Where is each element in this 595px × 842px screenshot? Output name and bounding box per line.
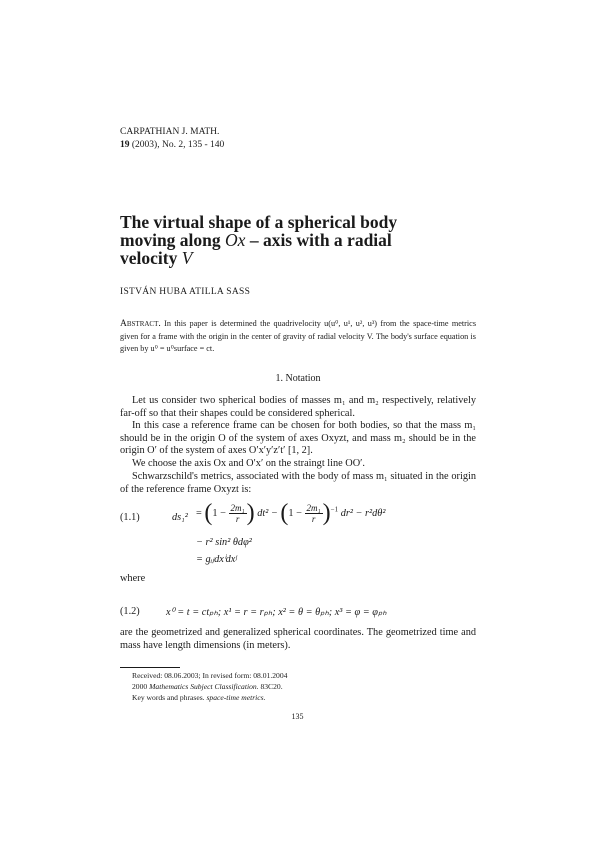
equation-1-1-line-2: − r² sin² θdφ² (196, 537, 252, 548)
paragraph-2: In this case a reference frame can be chosen for both bodies, so that the mass m₁ should be in the origin O of the system of axes Oxyzt, and mass m₂ should be in the origin O′ of the system of axes O′x′y′z′t′ [1, 2]. (120, 420, 476, 457)
volume-number: 19 (120, 140, 130, 150)
equation-1-1-line-3: = gᵢⱼdxⁱdxʲ (196, 554, 238, 565)
paragraph-4: Schwarzschild's metrics, associated with the body of mass m₁ situated in the origin of the reference frame Oxyzt is: (120, 471, 476, 495)
title-line-3: velocity V (120, 248, 193, 268)
abstract (120, 318, 476, 354)
footnotes (132, 670, 287, 703)
footnote-keywords: Key words and phrases. space-time metrics. (132, 693, 266, 702)
equation-1-2: x⁰ = t = ctₚₕ; x¹ = r = rₚₕ; x² = θ = θₚₕ; x³ = φ = φₚₕ (166, 607, 387, 618)
where-text: where (120, 573, 146, 584)
paper-title (120, 213, 480, 267)
footnote-received: Received: 08.06.2003; In revised form: 08.01.2004 (132, 671, 288, 680)
journal-header (120, 126, 224, 152)
journal-name: CARPATHIAN J. MATH. (120, 127, 220, 137)
section-heading (120, 373, 476, 384)
title-line-2: moving along Ox – axis with a radial (120, 230, 392, 250)
footnote-rule (120, 667, 180, 668)
title-line-1: The virtual shape of a spherical body (120, 212, 398, 232)
equation-1-1-lhs: ds₁² (172, 512, 188, 523)
issue-info: (2003), No. 2, 135 - 140 (131, 140, 225, 150)
equation-1-1-line-1: = (1 − $\frac{\text{2m₁}}{r}$ ) dt² − (1 − $\frac{\text{2m₁}}{r}$ )$^{-1}$ dr² − r²dθ² (196, 500, 386, 526)
equation-1-1-label: (1.1) (120, 512, 140, 523)
footnote-msc: 2000 Mathematics Subject Classification. 83C20. (132, 682, 283, 691)
page-number: 135 (291, 712, 304, 721)
author-names: ISTVÁN HUBA ATILLA SASS (120, 287, 251, 297)
paragraph-3: We choose the axis Ox and O′x′ on the straingt line OO′. (132, 458, 365, 469)
journal-issue (120, 139, 224, 152)
paragraph-1: Let us consider two spherical bodies of masses m₁ and m₂ respectively, relatively far-off so that their shapes could be considered spherical. (120, 395, 476, 419)
section-title: 1. Notation (275, 373, 321, 384)
equation-1-2-label: (1.2) (120, 606, 140, 617)
abstract-label: Abstract. (120, 319, 161, 329)
abstract-text: In this paper is determined the quadrivelocity u(u⁰, u¹, u², u³) from the space-time metrics given for a frame with the origin in the center of gravity of radial velocity V. The body's surface equation is given by u⁰ = u⁰surface = ct. (120, 319, 477, 353)
paragraph-5: are the geometrized and generalized spherical coordinates. The geometrized time and mass have length dimensions (in meters). (120, 627, 476, 651)
